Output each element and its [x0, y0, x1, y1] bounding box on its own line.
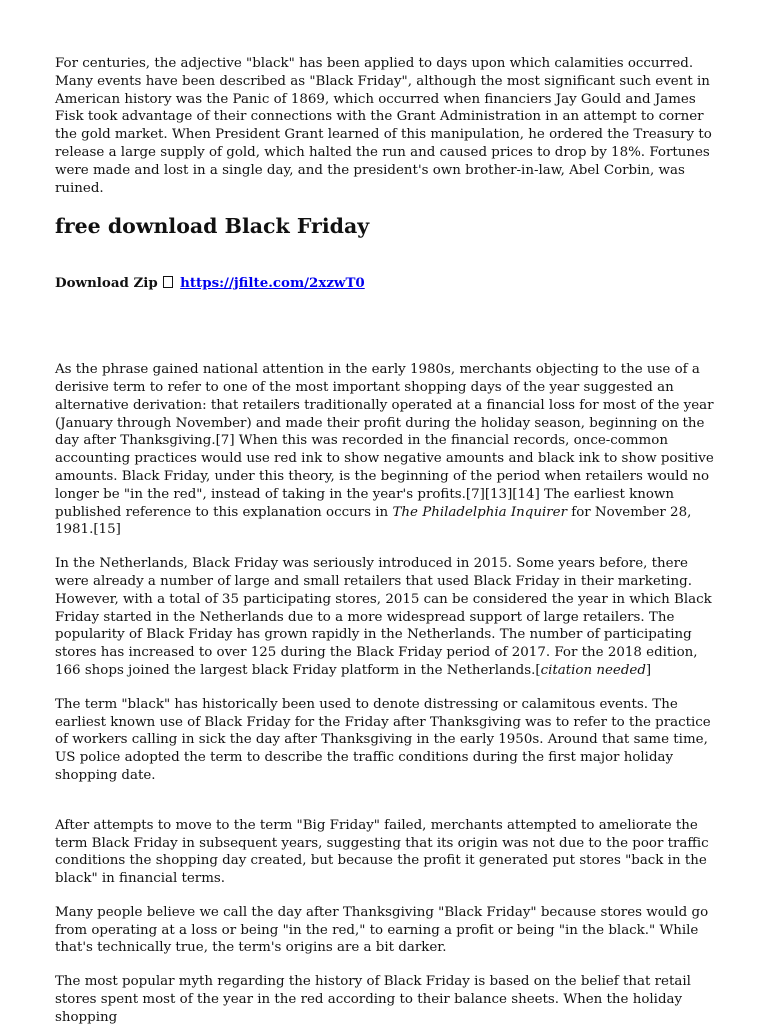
paragraph-text: As the phrase gained national attention in the early 1980s, merchants objecting to the use of a derisive term to refer to one of the most important shopping days of the year suggested an alternative derivation: that retailers traditionally operated at a financial loss for most of the year (January through November) and made their profit during the holiday season, beginning on the day after Thanksgiving.[7] When this was recorded in the financial records, once-common accounting practices would use red ink to show negative amounts and black ink to show positive amounts. Black Friday, under this theory, is the beginning of the period when retailers would no longer be "in the red", instead of taking in the year's profits.[7][13][14] The earliest known published reference to this explanation occurs in	[55, 362, 714, 520]
newspaper-title: The Philadelphia Inquirer	[392, 504, 567, 520]
download-label: Download Zip	[55, 275, 158, 292]
missing-glyph-icon	[163, 276, 173, 288]
paragraph-red-black: Many people believe we call the day after Thanksgiving "Black Friday" because stores would go from operating at a loss or being "in the red," to earning a profit or being "in the black." While that's technically true, the term's origins are a bit darker.	[55, 904, 709, 956]
page-heading: free download Black Friday	[55, 214, 370, 239]
citation-needed: citation needed	[540, 662, 646, 678]
paragraph-big-friday: After attempts to move to the term "Big Friday" failed, merchants attempted to ameliorate the term Black Friday in subsequent years, suggesting that its origin was not due to the poor traffic conditions the shopping day created, but because the profit it generated put stores "back in the black" in financial terms.	[55, 817, 709, 887]
paragraph-text: ]	[645, 662, 652, 678]
paragraph-phrase-origin	[55, 361, 717, 539]
paragraph-term-black: The term "black" has historically been used to denote distressing or calamitous events. The earliest known use of Black Friday for the Friday after Thanksgiving was to refer to the practice of workers calling in sick the day after Thanksgiving in the early 1950s. Around that same time, US police adopted the term to describe the traffic conditions during the first major holiday shopping date.	[55, 696, 711, 783]
paragraph-text: In the Netherlands, Black Friday was seriously introduced in 2015. Some years before, there were already a number of large and small retailers that used Black Friday in their marketing. However, with a total of 35 participating stores, 2015 can be considered the year in which Black Friday started in the Netherlands due to a more widespread support of large retailers. The popularity of Black Friday has grown rapidly in the Netherlands. The number of participating stores has increased to over 125 during the Black Friday period of 2017. For the 2018 edition, 166 shops joined the largest black Friday platform in the Netherlands.[	[55, 556, 712, 678]
paragraph-text: for November 28, 1981.[15]	[55, 504, 692, 538]
paragraph-myth: The most popular myth regarding the history of Black Friday is based on the belief that retail stores spent most of the year in the red according to their balance sheets. When the holiday shopping	[55, 974, 691, 1025]
intro-paragraph: For centuries, the adjective "black" has been applied to days upon which calamities occurred. Many events have been described as "Black Friday", although the most significant such event in American history was the Panic of 1869, which occurred when financiers Jay Gould and James Fisk took advantage of their connections with the Grant Administration in an attempt to corner the gold market. When President Grant learned of this manipulation, he ordered the Treasury to release a large supply of gold, which halted the run and caused prices to drop by 18%. Fortunes were made and lost in a single day, and the president's own brother-in-law, Abel Corbin, was ruined.	[55, 56, 712, 196]
paragraph-netherlands	[55, 555, 717, 680]
document-page	[55, 55, 717, 1027]
download-line	[55, 275, 717, 293]
download-link[interactable]: https://jfilte.com/2xzwT0	[180, 275, 365, 292]
